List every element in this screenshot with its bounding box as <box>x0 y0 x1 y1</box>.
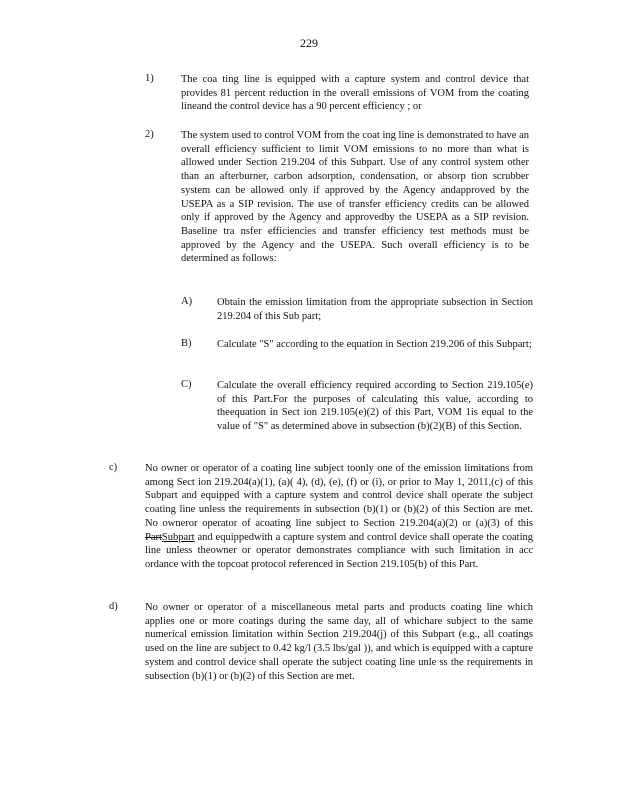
paragraph-c-text-b: and equippedwith a capture system and control device shall operate the coating line unless theowner or operator demonstrates compliance with such limitation in acc ordance with the topcoat protocol referenced in Section 219.105(b) of this Part. <box>145 531 533 570</box>
paragraph-1: The coa ting line is equipped with a capture system and control device that provides 81 percent reduction in the overall emissions of VOM from the coating lineand the control device has a 90 percent efficiency ; or <box>181 74 529 113</box>
paragraph-c-text-a: No owner or operator of a coating line subject toonly one of the emission limitations from among Sect ion 219.204(a)(1), (a)( 4), (d), (e), (f) or (i), or prior to May 1, 2011,(c) of this Subpart and equipped with a capture system and control device shall operate the subject coating line unless the requirements in subsection (b)(1) or (b)(2) of this Section are met. No owneror operator of acoating line subject to Section 219.204(a)(2) or (a)(3) of this <box>145 463 533 529</box>
paragraph-C: Calculate the overall efficiency required according to Section 219.105(e) of this Part.For the purposes of calculating this value, according to theequation in Sect ion 219.105(e)(2) of this Part, VOM 1is equal to the value of "S" as determined above in subsection (b)(2)(B) of this Section. <box>217 380 533 433</box>
list-marker-c: c) <box>109 462 118 473</box>
list-marker-d: d) <box>109 601 118 612</box>
paragraph-2: The system used to control VOM from the coat ing line is demonstrated to have an overall efficiency sufficient to limit VOM emissions to no more than what is allowed under Section 219.204 of this Subpart. Use of any control system other than an afterburner, carbon adsorption, condensation, or absorp tion scrubber system can be allowed only if approved by the Agency andapproved by the USEPA as a SIP revision. The use of transfer efficiency credits can be allowed only if approved by the Agency and approvedby the USEPA as a SIP revision. Baseline tra nsfer efficiencies and transfer efficiency test methods must be approved by the Agency and the USEPA. Such overall efficiency is to be determined as follows: <box>181 130 529 265</box>
underlined-text: Subpart <box>161 531 195 543</box>
paragraph-c <box>145 462 533 572</box>
list-marker-2: 2) <box>145 129 154 140</box>
list-marker-B: B) <box>181 338 192 349</box>
page-number: 229 <box>300 36 318 50</box>
paragraph-A: Obtain the emission limitation from the appropriate subsection in Section 219.204 of this Sub part; <box>217 297 533 322</box>
struck-text: Part <box>145 531 162 543</box>
list-marker-C: C) <box>181 379 192 390</box>
list-marker-1: 1) <box>145 73 154 84</box>
list-marker-A: A) <box>181 296 193 307</box>
paragraph-B: Calculate "S" according to the equation in Section 219.206 of this Subpart; <box>217 339 532 350</box>
paragraph-d: No owner or operator of a miscellaneous metal parts and products coating line which applies one or more coatings during the same day, all of whichare subject to the same numerical emission limitation within Section 219.204(j) of this Subpart (e.g., all coatings used on the line are subject to 0.42 kg/l (3.5 lbs/gal )), and which is equipped with a capture system and control device shall operate the subject coating line unle ss the requirements in subsection (b)(1) or (b)(2) of this Section are met. <box>145 602 533 682</box>
